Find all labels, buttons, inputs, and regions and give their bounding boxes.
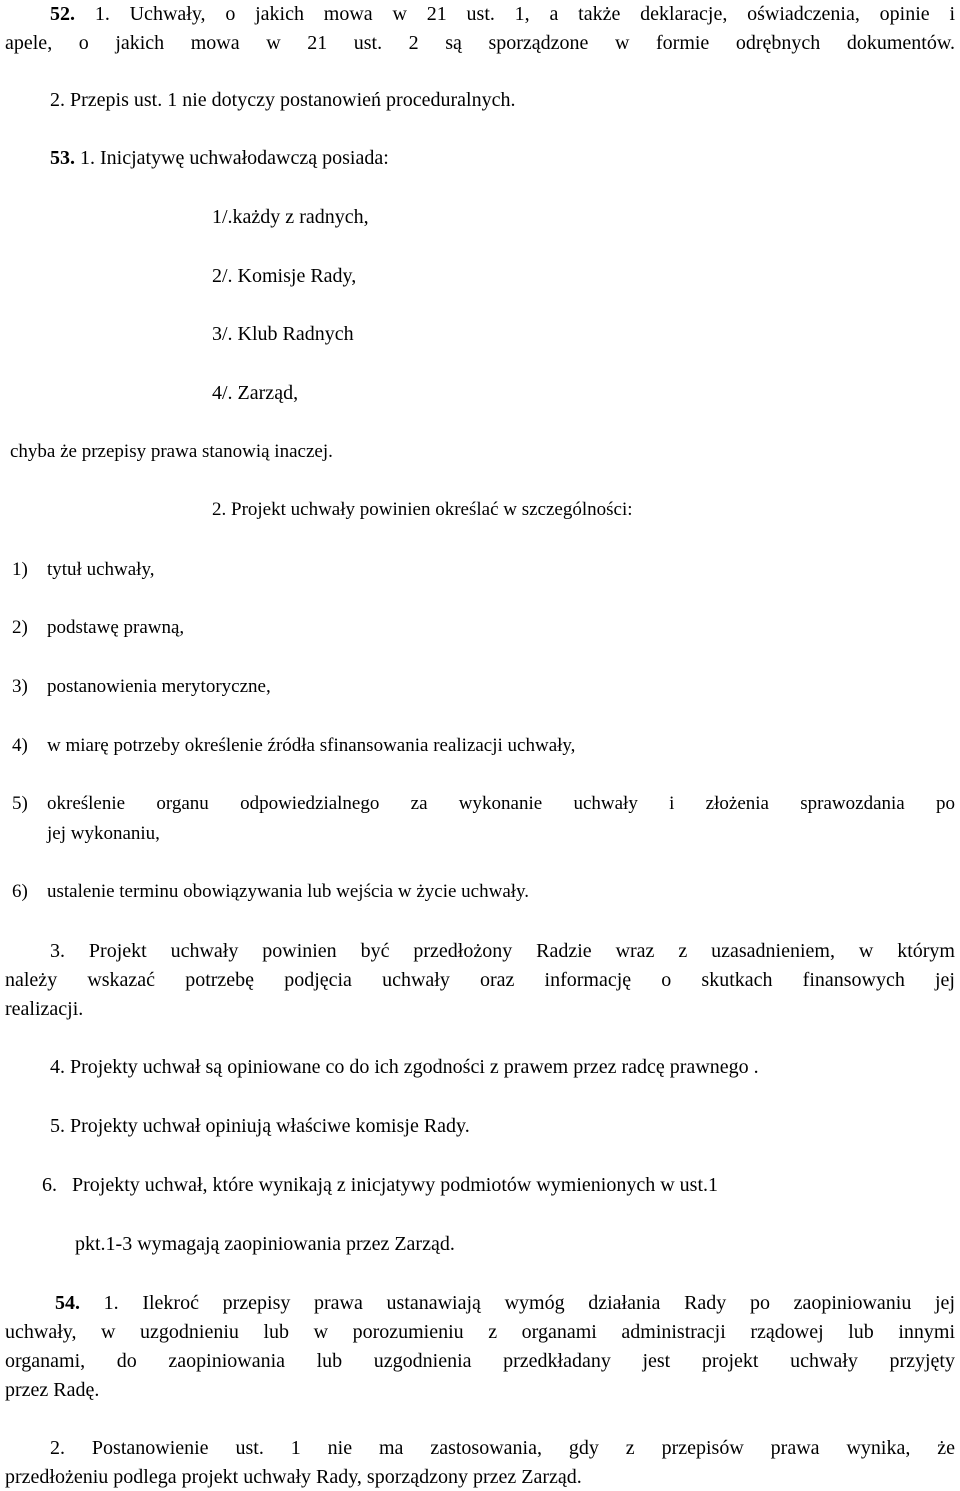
paragraph-text: 1. Inicjatywę uchwałodawczą posiada: (80, 147, 389, 169)
paragraph-54-line-4: przez Radę. (5, 1379, 100, 1401)
list-item (12, 880, 529, 904)
paragraph-53-ust-3-line-2: należy wskazać potrzebę podjęcia uchwały oraz informację o skutkach finansowych jej (5, 969, 955, 991)
paragraph-52-ust-2: 2. Przepis ust. 1 nie dotyczy postanowień proceduralnych. (50, 89, 516, 111)
paragraph-number: 52. (50, 3, 75, 25)
list-item-text: w miarę potrzeby określenie źródła sfinansowania realizacji uchwały, (47, 735, 576, 756)
list-item (12, 734, 575, 758)
paragraph-53-ust-6-line-1 (42, 1173, 718, 1197)
paragraph-52-line-2: apele, o jakich mowa w 21 ust. 2 są sporządzone w formie odrębnych dokumentów. (5, 32, 955, 54)
paragraph-53-ust-6-line-2: pkt.1-3 wymagają zaopiniowania przez Zarząd. (75, 1233, 455, 1255)
list-item-continuation: jej wykonaniu, (47, 823, 160, 844)
item-number: 2. (212, 499, 227, 520)
paragraph-53-ust-2 (212, 498, 633, 522)
initiator-item: 4/. Zarząd, (212, 382, 299, 404)
paragraph-52-line-1 (50, 2, 955, 26)
paragraph-54-ust-2-line-2: przedłożeniu podlega projekt uchwały Rady, sporządzony przez Zarząd. (5, 1466, 582, 1488)
list-item-number: 1) (12, 559, 28, 580)
list-item-text: tytuł uchwały, (47, 559, 155, 580)
list-item-text: określenie organu odpowiedzialnego za wykonanie uchwały i złożenia sprawozdania po (47, 793, 955, 814)
paragraph-53-ust-3-line-1: 3. Projekt uchwały powinien być przedłożony Radzie wraz z uzasadnieniem, w którym (50, 940, 955, 962)
list-item (12, 792, 955, 816)
initiator-item: 3/. Klub Radnych (212, 323, 354, 345)
item-number: 6. (42, 1174, 57, 1196)
paragraph-text: Projekty uchwał, które wynikają z inicjatywy podmiotów wymienionych w ust.1 (72, 1174, 718, 1196)
list-item-text: postanowienia merytoryczne, (47, 676, 271, 697)
paragraph-53-ust-5: 5. Projekty uchwał opiniują właściwe komisje Rady. (50, 1115, 470, 1137)
initiator-closing: chyba że przepisy prawa stanowią inaczej. (10, 441, 333, 462)
paragraph-54-line-1 (55, 1291, 955, 1315)
initiator-item: 2/. Komisje Rady, (212, 265, 357, 287)
list-item-number: 5) (12, 793, 28, 814)
paragraph-54-line-2: uchwały, w uzgodnieniu lub w porozumieniu z organami administracji rządowej lub innymi (5, 1321, 955, 1343)
paragraph-number: 54. (55, 1292, 80, 1314)
paragraph-53-intro (50, 146, 389, 170)
list-item-number: 6) (12, 881, 28, 902)
list-item-number: 2) (12, 617, 28, 638)
list-item (12, 675, 271, 699)
list-item (12, 558, 154, 582)
paragraph-text: 1. Uchwały, o jakich mowa w 21 ust. 1, a także deklaracje, oświadczenia, opinie i (94, 3, 956, 25)
paragraph-number: 53. (50, 147, 75, 169)
list-item-text: podstawę prawną, (47, 617, 185, 638)
paragraph-53-ust-3-line-3: realizacji. (5, 998, 84, 1020)
paragraph-text: Projekt uchwały powinien określać w szczególności: (231, 499, 633, 520)
list-item-number: 4) (12, 735, 28, 756)
paragraph-53-ust-4: 4. Projekty uchwał są opiniowane co do ich zgodności z prawem przez radcę prawnego . (50, 1056, 759, 1078)
list-item-number: 3) (12, 676, 28, 697)
list-item (12, 616, 184, 640)
list-item-text: ustalenie terminu obowiązywania lub wejścia w życie uchwały. (47, 881, 530, 902)
initiator-item: 1/.każdy z radnych, (212, 206, 369, 228)
paragraph-54-ust-2-line-1: 2. Postanowienie ust. 1 nie ma zastosowania, gdy z przepisów prawa wynika, że (50, 1437, 955, 1459)
paragraph-54-line-3: organami, do zaopiniowania lub uzgodnienia przedkładany jest projekt uchwały przyjęty (5, 1350, 955, 1372)
paragraph-text: 1. Ilekroć przepisy prawa ustanawiają wymóg działania Rady po zaopiniowaniu jej (103, 1292, 955, 1314)
